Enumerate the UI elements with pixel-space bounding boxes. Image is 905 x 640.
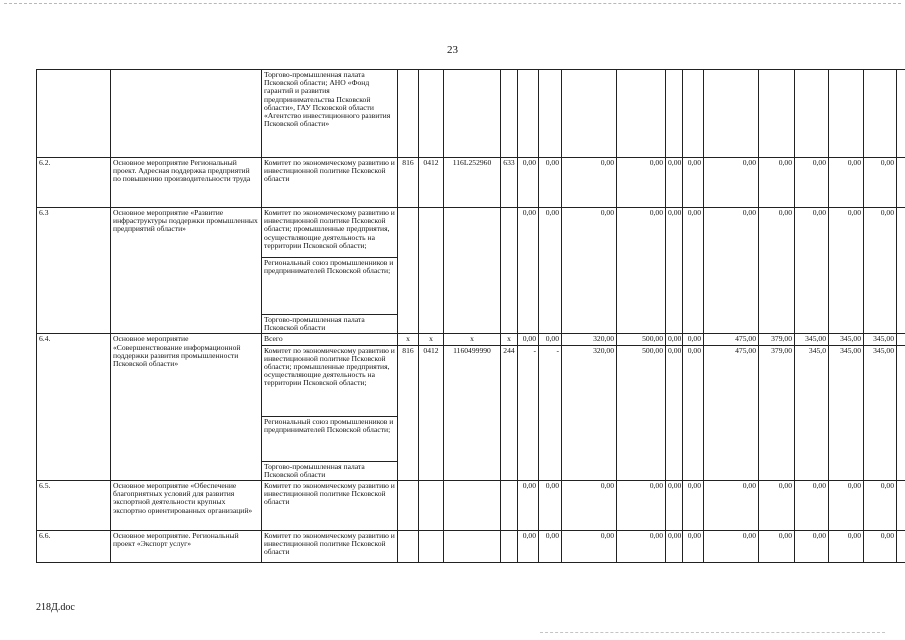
funding-value-cell: 0,00 — [829, 208, 864, 334]
funding-value-cell: 0,00 — [666, 531, 683, 563]
section-code-cell: х — [419, 334, 444, 345]
document-filename: 218Д.doc — [36, 602, 75, 613]
funding-value-cell — [897, 345, 905, 480]
funding-value-cell — [617, 70, 666, 158]
funding-value-cell — [897, 334, 905, 345]
row-number-cell: 6.6. — [37, 531, 111, 563]
funding-value-cell: 0,00 — [759, 531, 795, 563]
funding-value-cell — [795, 70, 829, 158]
funding-value-cell: 0,00 — [683, 531, 704, 563]
funding-value-cell: 0,00 — [795, 208, 829, 334]
executor-cell: Комитет по экономическому развитию и инвестиционной политике Псковской области — [262, 531, 398, 563]
funding-value-cell: 0,00 — [683, 334, 704, 345]
funding-value-cell: 0,00 — [539, 481, 562, 531]
executor-cell: Региональный союз промышленников и предпринимателей Псковской области; — [262, 416, 398, 461]
funding-value-cell — [562, 70, 617, 158]
funding-value-cell — [759, 70, 795, 158]
executor-cell: Комитет по экономическому развитию и инвестиционной политике Псковской области; промышленные предприятия, осуществляющие деятельность на территории Псковской области; — [262, 345, 398, 416]
target-item-code-cell — [444, 481, 501, 531]
funding-value-cell — [666, 70, 683, 158]
funding-value-cell: 0,00 — [617, 531, 666, 563]
funding-value-cell — [864, 70, 897, 158]
target-item-code-cell: 116L252960 — [444, 158, 501, 208]
funding-value-cell: 0,00 — [795, 481, 829, 531]
expense-type-code-cell: 244 — [501, 345, 518, 480]
row-number-cell: 6.2. — [37, 158, 111, 208]
funding-value-cell: 0,00 — [562, 531, 617, 563]
executor-cell: Комитет по экономическому развитию и инвестиционной политике Псковской области — [262, 481, 398, 531]
executor-cell: Комитет по экономическому развитию и инвестиционной политике Псковской области; промышленные предприятия, осуществляющие деятельность на территории Псковской области; — [262, 208, 398, 258]
activity-name-cell: Основное мероприятие «Обеспечение благоприятных условий для развития экспортной деятельности крупных экспортно ориентированных организаций» — [111, 481, 262, 531]
row-number-cell: 6.4. — [37, 334, 111, 481]
funding-value-cell: 345,00 — [829, 345, 864, 480]
funding-value-cell — [897, 481, 905, 531]
funding-value-cell: 0,00 — [518, 481, 539, 531]
executor-cell: Комитет по экономическому развитию и инвестиционной политике Псковской области — [262, 158, 398, 208]
section-code-cell — [419, 70, 444, 158]
funding-value-cell: 0,00 — [666, 208, 683, 334]
funding-value-cell: 0,00 — [617, 158, 666, 208]
funding-value-cell: 0,00 — [683, 481, 704, 531]
activity-name-cell — [111, 70, 262, 158]
funding-value-cell: 0,00 — [864, 158, 897, 208]
grbs-code-cell — [398, 531, 419, 563]
funding-value-cell: 0,00 — [539, 158, 562, 208]
funding-value-cell: 0,00 — [562, 208, 617, 334]
funding-value-cell: 0,00 — [617, 208, 666, 334]
funding-value-cell: 0,00 — [704, 208, 759, 334]
expense-type-code-cell — [501, 208, 518, 334]
funding-value-cell: 0,00 — [666, 345, 683, 480]
funding-value-cell: 0,00 — [704, 158, 759, 208]
table-row — [37, 531, 905, 563]
target-item-code-cell — [444, 70, 501, 158]
funding-value-cell — [897, 158, 905, 208]
funding-value-cell: 0,00 — [829, 158, 864, 208]
funding-value-cell: 0,00 — [759, 481, 795, 531]
program-activities-table — [36, 69, 905, 563]
funding-value-cell: 0,00 — [683, 345, 704, 480]
funding-value-cell: - — [518, 345, 539, 480]
funding-value-cell — [539, 70, 562, 158]
table-row — [37, 334, 905, 345]
scan-top-edge — [4, 3, 901, 4]
funding-value-cell: - — [539, 345, 562, 480]
funding-value-cell: 0,00 — [539, 208, 562, 334]
expense-type-code-cell — [501, 531, 518, 563]
funding-value-cell: 0,00 — [562, 158, 617, 208]
expense-type-code-cell: 633 — [501, 158, 518, 208]
grbs-code-cell: 816 — [398, 158, 419, 208]
funding-value-cell: 379,00 — [759, 334, 795, 345]
funding-value-cell: 500,00 — [617, 345, 666, 480]
expense-type-code-cell: х — [501, 334, 518, 345]
funding-value-cell: 0,00 — [864, 208, 897, 334]
table-row — [37, 158, 905, 208]
funding-value-cell: 0,00 — [683, 158, 704, 208]
funding-value-cell: 0,00 — [539, 334, 562, 345]
funding-value-cell: 0,00 — [666, 481, 683, 531]
row-number-cell: 6.3 — [37, 208, 111, 334]
scan-bottom-edge — [540, 632, 885, 633]
grbs-code-cell: х — [398, 334, 419, 345]
activity-name-cell: Основное мероприятие Региональный проект. Адресная поддержка предприятий по повышению производительности труда — [111, 158, 262, 208]
funding-value-cell: 345,0 — [795, 345, 829, 480]
funding-value-cell: 0,00 — [562, 481, 617, 531]
expense-type-code-cell — [501, 481, 518, 531]
funding-value-cell: 345,00 — [864, 334, 897, 345]
grbs-code-cell: 816 — [398, 345, 419, 480]
page-number: 23 — [447, 44, 458, 56]
section-code-cell — [419, 481, 444, 531]
funding-value-cell: 0,00 — [864, 531, 897, 563]
funding-value-cell: 0,00 — [518, 531, 539, 563]
section-code-cell — [419, 208, 444, 334]
section-code-cell: 0412 — [419, 345, 444, 480]
executor-cell: Торгово-промышленная палата Псковской области — [262, 315, 398, 334]
funding-value-cell: 0,00 — [666, 158, 683, 208]
funding-value-cell: 0,00 — [759, 158, 795, 208]
grbs-code-cell — [398, 70, 419, 158]
funding-value-cell — [897, 70, 905, 158]
executor-cell: Торгово-промышленная палата Псковской области — [262, 461, 398, 480]
activity-name-cell: Основное мероприятие. Региональный проект «Экспорт услуг» — [111, 531, 262, 563]
funding-value-cell: 0,00 — [704, 531, 759, 563]
funding-value-cell: 0,00 — [759, 208, 795, 334]
row-number-cell: 6.5. — [37, 481, 111, 531]
executor-cell: Торгово-промышленная палата Псковской области; АНО «Фонд гарантий и развития предпринимательства Псковской области», ГАУ Псковской области «Агентство инвестиционного развития Псковской области» — [262, 70, 398, 158]
funding-value-cell: 0,00 — [683, 208, 704, 334]
funding-value-cell — [897, 208, 905, 334]
activity-name-cell: Основное мероприятие «Развитие инфраструктуры поддержки промышленных предприятий области» — [111, 208, 262, 334]
funding-value-cell: 0,00 — [795, 158, 829, 208]
funding-value-cell — [829, 70, 864, 158]
funding-value-cell: 0,00 — [795, 531, 829, 563]
expense-type-code-cell — [501, 70, 518, 158]
target-item-code-cell — [444, 531, 501, 563]
section-code-cell — [419, 531, 444, 563]
row-number-cell — [37, 70, 111, 158]
funding-value-cell — [704, 70, 759, 158]
funding-value-cell: 0,00 — [518, 158, 539, 208]
funding-value-cell: 475,00 — [704, 334, 759, 345]
funding-value-cell: 475,00 — [704, 345, 759, 480]
funding-value-cell: 500,00 — [617, 334, 666, 345]
target-item-code-cell: х — [444, 334, 501, 345]
funding-value-cell: 0,00 — [829, 531, 864, 563]
funding-value-cell: 379,00 — [759, 345, 795, 480]
funding-value-cell — [518, 70, 539, 158]
table-row — [37, 208, 905, 258]
funding-value-cell: 345,00 — [795, 334, 829, 345]
funding-value-cell: 320,00 — [562, 334, 617, 345]
funding-value-cell: 345,00 — [864, 345, 897, 480]
funding-value-cell: 0,00 — [617, 481, 666, 531]
funding-value-cell: 0,00 — [864, 481, 897, 531]
funding-value-cell: 320,00 — [562, 345, 617, 480]
executor-cell: Региональный союз промышленников и предпринимателей Псковской области; — [262, 258, 398, 315]
funding-value-cell — [897, 531, 905, 563]
funding-value-cell: 0,00 — [666, 334, 683, 345]
grbs-code-cell — [398, 481, 419, 531]
funding-value-cell — [683, 70, 704, 158]
funding-value-cell: 0,00 — [518, 334, 539, 345]
activity-name-cell: Основное мероприятие «Совершенствование информационной поддержки развития промышленности Псковской области» — [111, 334, 262, 481]
funding-value-cell: 0,00 — [539, 531, 562, 563]
funding-value-cell: 0,00 — [829, 481, 864, 531]
table-row — [37, 70, 905, 158]
funding-value-cell: 0,00 — [518, 208, 539, 334]
grbs-code-cell — [398, 208, 419, 334]
total-label-cell: Всего — [262, 334, 398, 345]
section-code-cell: 0412 — [419, 158, 444, 208]
funding-value-cell: 0,00 — [704, 481, 759, 531]
target-item-code-cell — [444, 208, 501, 334]
table-row — [37, 481, 905, 531]
target-item-code-cell: 1160499990 — [444, 345, 501, 480]
funding-value-cell: 345,00 — [829, 334, 864, 345]
